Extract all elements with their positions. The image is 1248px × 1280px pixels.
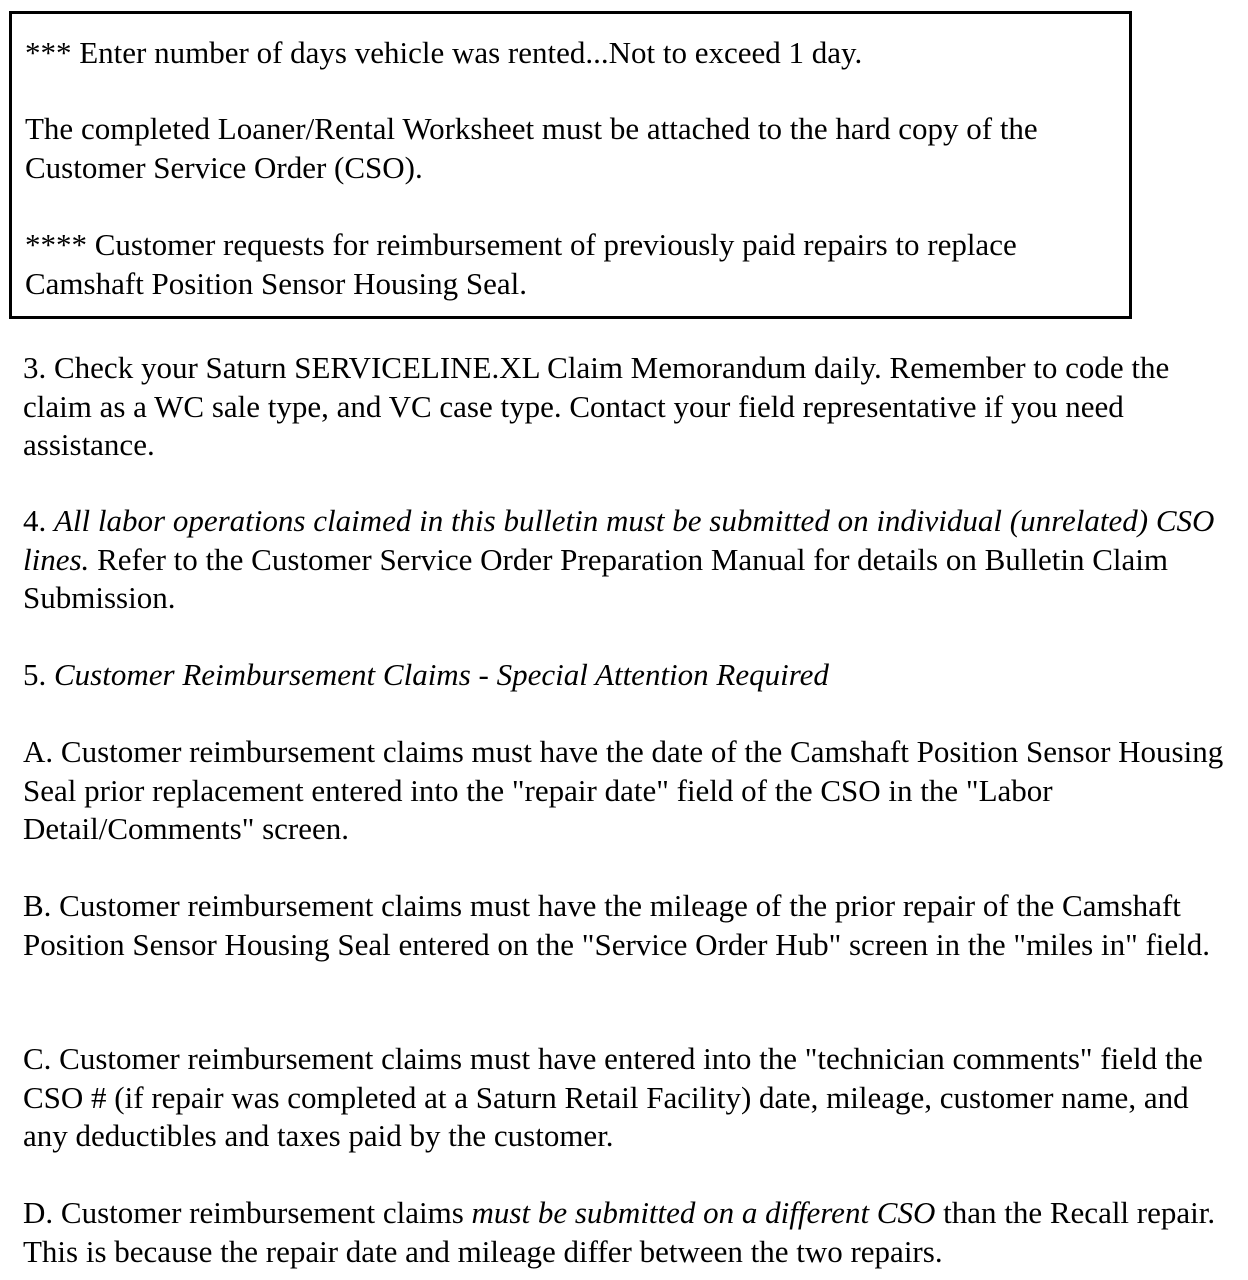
reimbursement-request-note: **** Customer requests for reimbursement of previously paid repairs to replace Camshaft Position Sensor Housing Seal.	[25, 227, 1017, 301]
step-3-paragraph: 3. Check your Saturn SERVICELINE.XL Claim Memorandum daily. Remember to code the claim as a WC sale type, and VC case type. Contact your field representative if you need assistance.	[23, 350, 1170, 462]
notes-box	[9, 11, 1132, 319]
step-5-heading	[23, 656, 1233, 695]
item-a-paragraph: A. Customer reimbursement claims must have the date of the Camshaft Position Sensor Housing Seal prior replacement entered into the "repair date" field of the CSO in the "Labor Detail/Comments" screen.	[23, 734, 1224, 846]
item-d-text: than the Recall repair. This is because the repair date and mileage differ between the two repairs.	[23, 1195, 1216, 1269]
step-4-emphasis: All labor operations claimed in this bulletin must be submitted on individual (unrelated) CSO lines.	[23, 503, 1215, 577]
item-b-paragraph: B. Customer reimbursement claims must have the mileage of the prior repair of the Camshaft Position Sensor Housing Seal entered on the "Service Order Hub" screen in the "miles in" field.	[23, 888, 1211, 962]
worksheet-note: The completed Loaner/Rental Worksheet must be attached to the hard copy of the Customer Service Order (CSO).	[25, 111, 1038, 185]
step-5-number: 5.	[23, 657, 54, 692]
step-4-number: 4.	[23, 503, 54, 538]
item-d-lead: D. Customer reimbursement claims	[23, 1195, 472, 1230]
step-4-text: Refer to the Customer Service Order Preparation Manual for details on Bulletin Claim Submission.	[23, 541, 1169, 615]
item-d-paragraph	[23, 1194, 1233, 1271]
item-c-paragraph: C. Customer reimbursement claims must have entered into the "technician comments" field the CSO # (if repair was completed at a Saturn Retail Facility) date, mileage, customer name, and any deductibles and taxes paid by the customer.	[23, 1041, 1203, 1153]
rental-days-note: *** Enter number of days vehicle was rented...Not to exceed 1 day.	[25, 35, 863, 70]
step-5-title: Customer Reimbursement Claims - Special Attention Required	[54, 657, 829, 692]
item-d-emphasis: must be submitted on a different CSO	[471, 1195, 936, 1230]
step-4-paragraph	[23, 502, 1233, 618]
